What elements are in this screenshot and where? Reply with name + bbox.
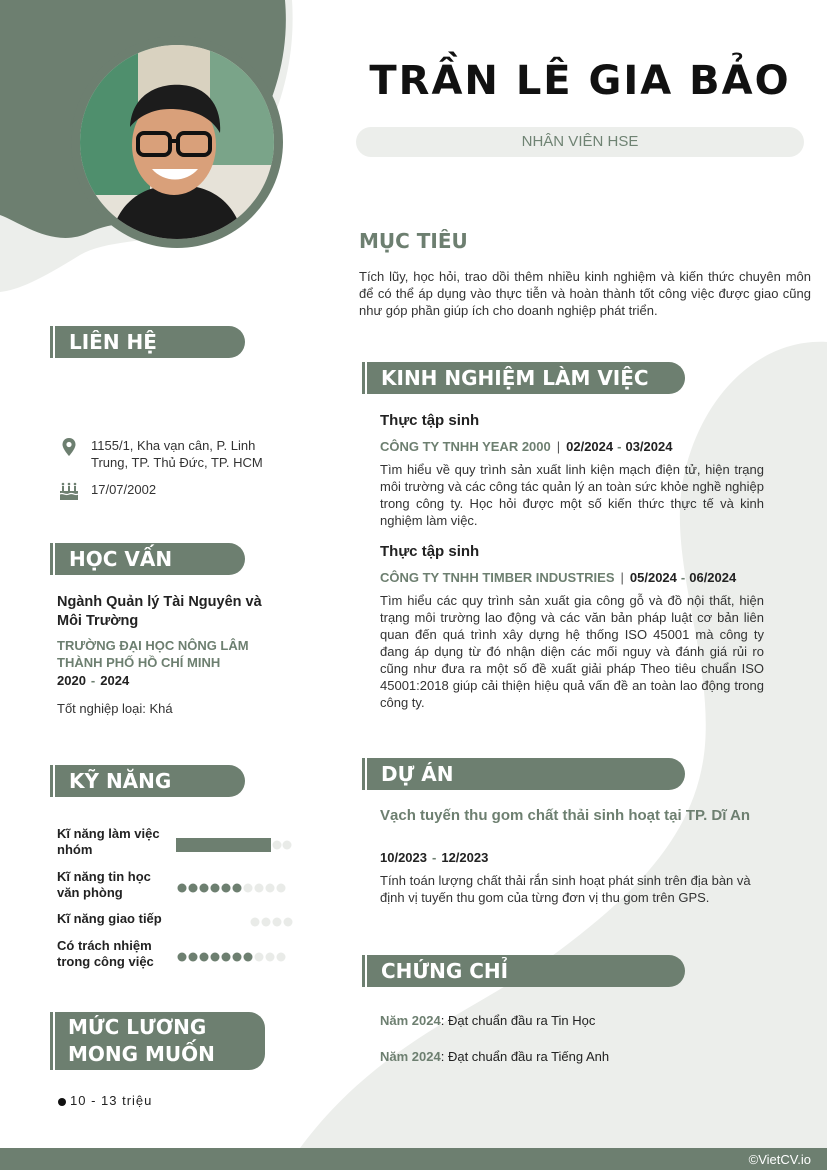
education-grade: Tốt nghiệp loại: Khá bbox=[57, 701, 173, 716]
skills-heading: KỸ NĂNG bbox=[55, 765, 245, 797]
certificate-name: Đạt chuẩn đầu ra Tin Học bbox=[447, 1013, 596, 1028]
objective-heading: MỤC TIÊU bbox=[359, 229, 468, 253]
project-name: Vạch tuyến thu gom chất thải sinh hoạt tại TP. Dĩ An bbox=[380, 807, 751, 824]
project-end: 12/2023 bbox=[441, 850, 489, 865]
certificate-year: Năm 2024 bbox=[380, 1049, 441, 1064]
objective-text: Tích lũy, học hỏi, trao dồi thêm nhiều kinh nghiệm và kiến thức chuyên môn để có thể áp dụng vào thực tiễn và hoàn thành tốt công việc được giao cũng như góp phần giúp ích cho doanh nghiệp phát triển. bbox=[359, 269, 811, 318]
salary-value: 10 - 13 triệu bbox=[58, 1093, 152, 1108]
projects-heading: DỰ ÁN bbox=[367, 758, 685, 790]
education-school: TRƯỜNG ĐẠI HỌC NÔNG LÂM THÀNH PHỐ HỒ CHÍ MINH bbox=[57, 638, 249, 670]
candidate-name: TRẦN LÊ GIA BẢO bbox=[369, 58, 791, 104]
birthday-cake-icon bbox=[58, 481, 80, 505]
job-end: 03/2024 bbox=[625, 439, 673, 454]
job-company-line: CÔNG TY TNHH YEAR 2000 | 02/2024 - 03/2024 bbox=[380, 439, 673, 454]
job-role: Thực tập sinh bbox=[380, 412, 480, 429]
project-start: 10/2023 bbox=[380, 850, 427, 865]
job-position-badge: NHÂN VIÊN HSE bbox=[356, 127, 804, 157]
job-description: Tìm hiểu các quy trình sản xuất gia công gỗ và đồ nội thất, hiện trạng môi trường lao động và các văn bản pháp luật cơ bản liên quan đến quá trình xây dựng hệ thống ISO 45001 mà công ty đang áp dụng từ đó nhận diện các mối nguy và đánh giá rủi ro cũng như đưa ra một số đề xuất giải pháp Theo tiêu chuẩn ISO 45001:2018 giúp cải thiện hiệu quả vấn đề an toàn lao động trong công ty. bbox=[380, 593, 764, 710]
location-pin-icon bbox=[58, 437, 80, 471]
job-description: Tìm hiểu về quy trình sản xuất linh kiện mạch điện tử, hiện trạng môi trường và các công tác quản lý an toàn sức khỏe nghề nghiệp trong công ty. Học hỏi được một số kiến thức thực tế và kinh nghiệm làm việc. bbox=[380, 462, 764, 528]
salary-heading-line1: MỨC LƯƠNG bbox=[68, 1015, 207, 1039]
experience-heading: KINH NGHIỆM LÀM VIỆC bbox=[367, 362, 685, 394]
salary-heading bbox=[55, 1012, 265, 1070]
salary-heading-line2: MONG MUỐN bbox=[68, 1042, 215, 1066]
certificate-item: Năm 2024: Đạt chuẩn đầu ra Tin Học bbox=[380, 1013, 596, 1028]
certificate-item: Năm 2024: Đạt chuẩn đầu ra Tiếng Anh bbox=[380, 1049, 610, 1064]
skill-level-dots bbox=[176, 914, 296, 930]
skill-level-bar bbox=[176, 837, 296, 853]
education-years: 2020 - 2024 bbox=[57, 673, 130, 688]
contact-birthday bbox=[58, 481, 156, 505]
project-description: Tính toán lượng chất thải rắn sinh hoạt phát sinh trên địa bàn và định vị tuyến thu gom của từng đơn vị thu gom trên GPS. bbox=[380, 873, 751, 905]
skill-name: Kĩ năng giao tiếp bbox=[57, 911, 162, 926]
education-major: Ngành Quản lý Tài Nguyên và Môi Trường bbox=[57, 594, 262, 629]
skill-level-dots bbox=[176, 949, 296, 965]
avatar bbox=[80, 45, 274, 239]
project-dates: 10/2023 - 12/2023 bbox=[380, 850, 489, 865]
job-end: 06/2024 bbox=[689, 570, 737, 585]
skill-name: Có trách nhiệm trong công việc bbox=[57, 938, 154, 969]
certificate-name: Đạt chuẩn đầu ra Tiếng Anh bbox=[447, 1049, 610, 1064]
education-heading: HỌC VẤN bbox=[55, 543, 245, 575]
job-role: Thực tập sinh bbox=[380, 543, 480, 560]
certificates-heading: CHỨNG CHỈ bbox=[367, 955, 685, 987]
certificate-year: Năm 2024 bbox=[380, 1013, 441, 1028]
job-company-line: CÔNG TY TNHH TIMBER INDUSTRIES | 05/2024 - 06/2024 bbox=[380, 570, 737, 585]
company-name: CÔNG TY TNHH TIMBER INDUSTRIES bbox=[380, 570, 615, 585]
education-start: 2020 bbox=[57, 673, 86, 688]
address-text: 1155/1, Kha vạn cân, P. Linh Trung, TP. Thủ Đức, TP. HCM bbox=[91, 438, 263, 470]
contact-address bbox=[58, 437, 288, 471]
skill-name: Kĩ năng tin học văn phòng bbox=[57, 869, 151, 900]
footer-bar bbox=[0, 1148, 827, 1170]
footer-brand-link[interactable]: ©VietCV.io bbox=[748, 1152, 811, 1167]
birthday-text: 17/07/2002 bbox=[91, 482, 157, 497]
avatar-ring bbox=[71, 36, 283, 248]
job-start: 02/2024 bbox=[566, 439, 614, 454]
job-start: 05/2024 bbox=[629, 570, 677, 585]
skill-level-dots bbox=[176, 880, 296, 896]
education-end: 2024 bbox=[100, 673, 130, 688]
company-name: CÔNG TY TNHH YEAR 2000 bbox=[380, 439, 551, 454]
skill-name: Kĩ năng làm việc nhóm bbox=[57, 826, 160, 857]
contact-heading: LIÊN HỆ bbox=[55, 326, 245, 358]
